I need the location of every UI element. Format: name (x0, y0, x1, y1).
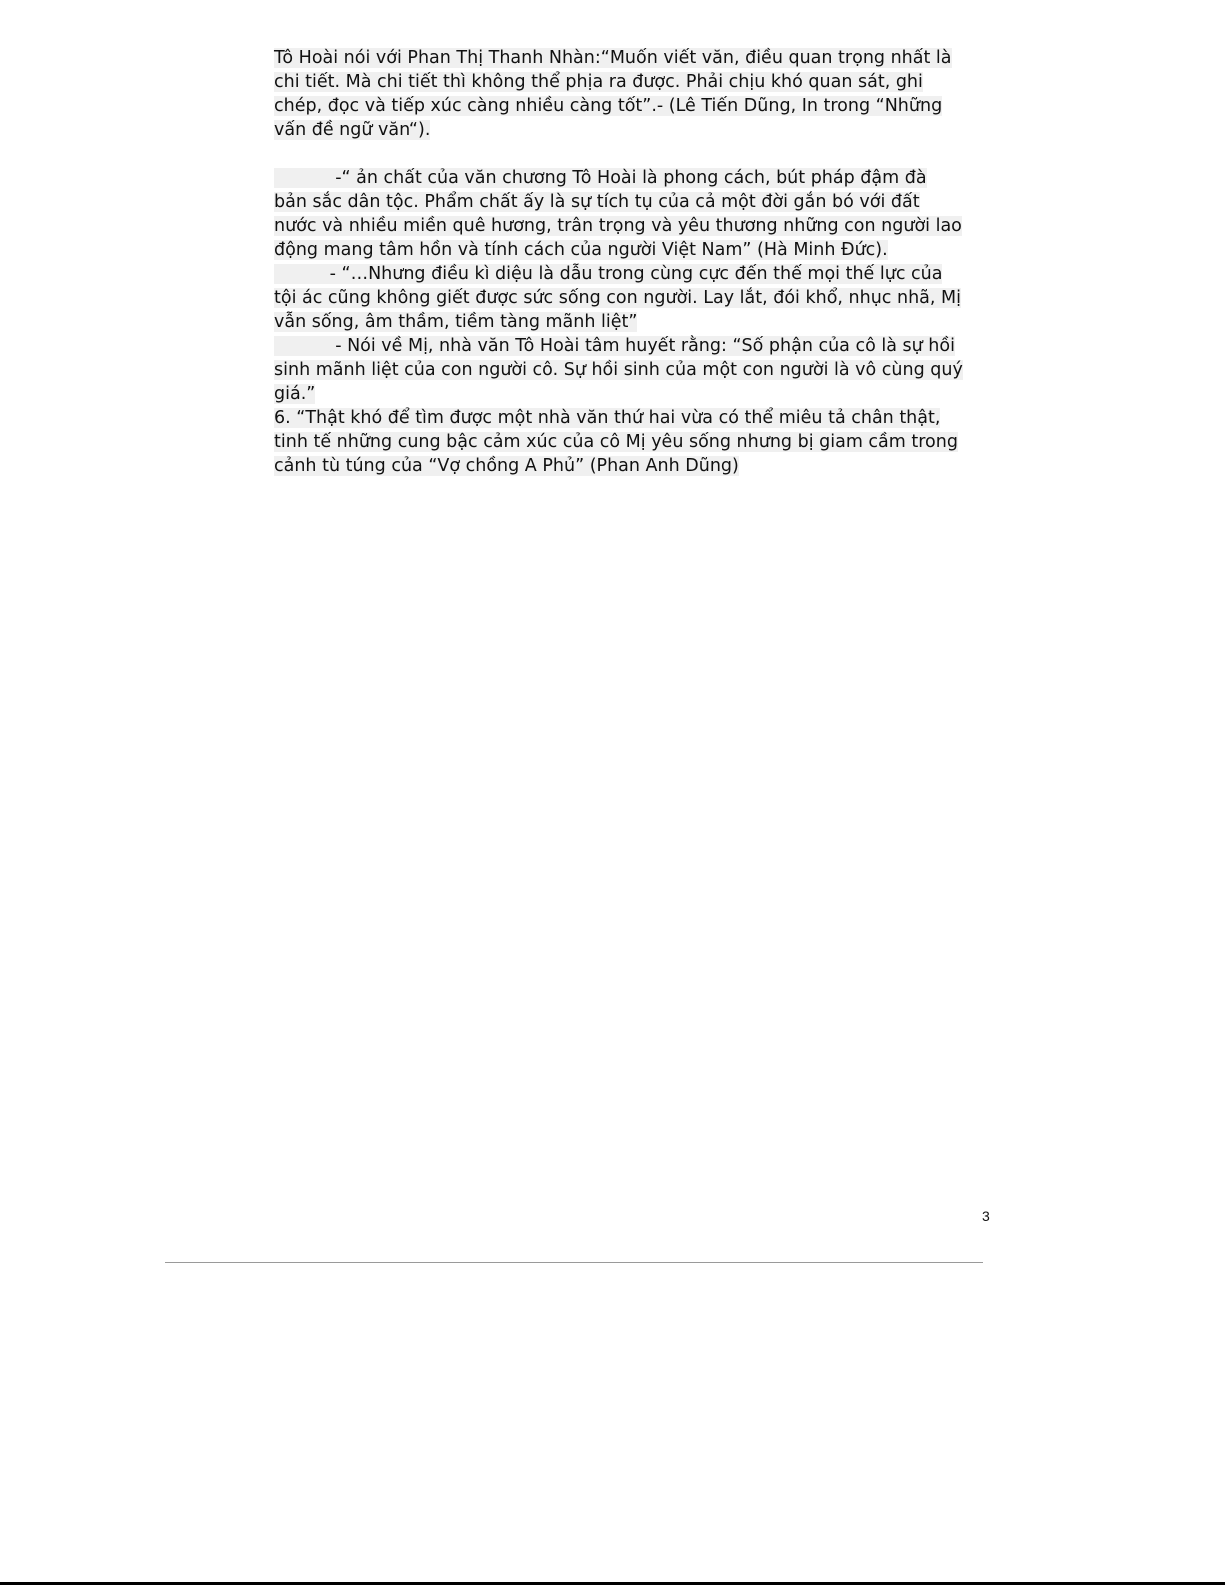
page-number: 3 (982, 1208, 990, 1224)
text-line: - Nói về Mị, nhà văn Tô Hoài tâm huyết rằng: “Số phận của cô là sự hồi (274, 336, 955, 356)
text-line: giá.” (274, 384, 316, 404)
text-line: 6. “Thật khó để tìm được một nhà văn thứ hai vừa có thể miêu tả chân thật, (274, 408, 941, 428)
text-line: chép, đọc và tiếp xúc càng nhiều càng tốt”.- (Lê Tiến Dũng, In trong “Những (274, 96, 943, 116)
paragraph-noi-ve-mi-quote (274, 334, 994, 406)
text-line: động mang tâm hồn và tính cách của người Việt Nam” (Hà Minh Đức). (274, 240, 888, 260)
text-line: vẫn sống, âm thầm, tiềm tàng mãnh liệt” (274, 312, 638, 332)
text-line: bản sắc dân tộc. Phẩm chất ấy là sự tích tụ của cả một đời gắn bó với đất (274, 192, 920, 212)
text-line: vấn đề ngữ văn“). (274, 120, 431, 140)
text-line: sinh mãnh liệt của con người cô. Sự hồi sinh của một con người là vô cùng quý (274, 360, 963, 380)
text-line: - “…Nhưng điều kì diệu là dẫu trong cùng cực đến thế mọi thế lực của (274, 264, 943, 284)
document-body (274, 46, 994, 478)
text-line: Tô Hoài nói với Phan Thị Thanh Nhàn:“Muốn viết văn, điều quan trọng nhất là (274, 48, 952, 68)
page-break-divider (165, 1262, 983, 1263)
paragraph-item-6 (274, 406, 994, 478)
paragraph-to-hoai-quote (274, 46, 994, 142)
text-line: chi tiết. Mà chi tiết thì không thể phịa ra được. Phải chịu khó quan sát, ghi (274, 72, 923, 92)
text-line: tinh tế những cung bậc cảm xúc của cô Mị yêu sống nhưng bị giam cầm trong (274, 432, 958, 452)
text-line: -“ ản chất của văn chương Tô Hoài là phong cách, bút pháp đậm đà (274, 168, 927, 188)
paragraph-ha-minh-duc-quote (274, 166, 994, 262)
text-line: tội ác cũng không giết được sức sống con người. Lay lắt, đói khổ, nhục nhã, Mị (274, 288, 961, 308)
text-line: nước và nhiều miền quê hương, trân trọng và yêu thương những con người lao (274, 216, 962, 236)
paragraph-suc-song-quote (274, 262, 994, 334)
text-line: cảnh tù túng của “Vợ chồng A Phủ” (Phan Anh Dũng) (274, 456, 739, 476)
